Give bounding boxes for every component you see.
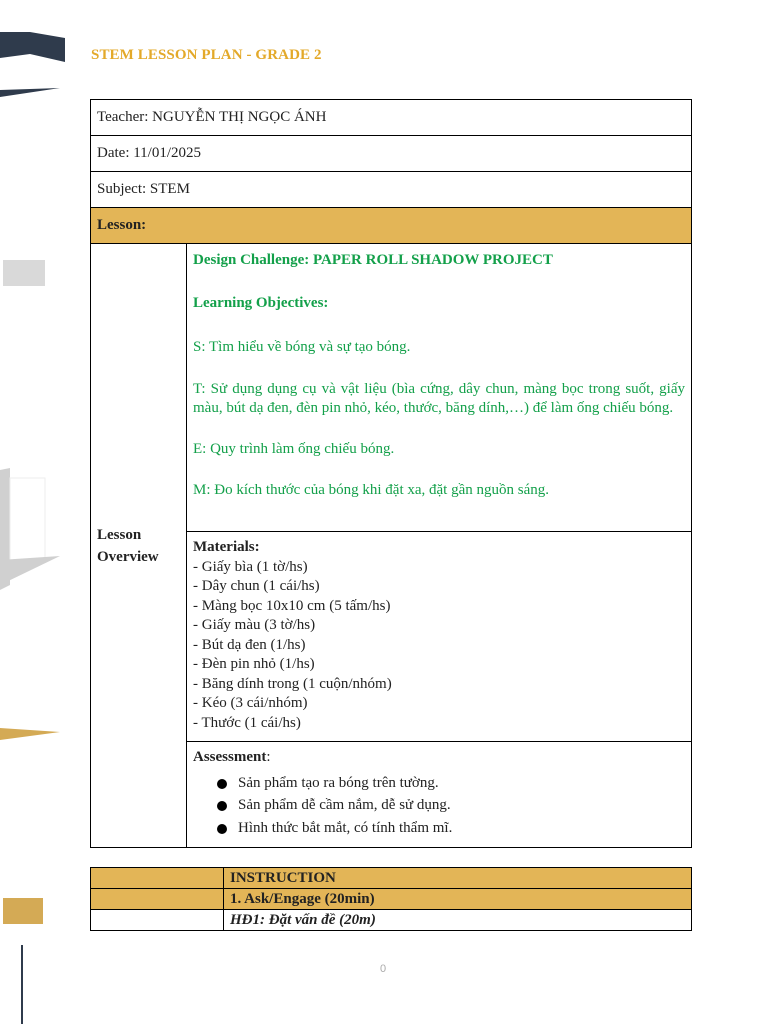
instruction-step: 1. Ask/Engage (20min) [224,889,692,910]
subject-cell: Subject: STEM [91,172,692,208]
assessment-item: Hình thức bắt mắt, có tính thẩm mĩ. [193,817,685,840]
assessment-heading [193,748,685,768]
step-empty-cell [91,889,224,910]
objective-t: T: Sử dụng dụng cụ và vật liệu (bìa cứng, dây chun, màng bọc trong suốt, giấy màu, bút dạ đen, đèn pin nhỏ, kéo, thước, băng dính,…) để làm ống chiếu bóng. [193,380,685,416]
material-item: - Giấy màu (3 tờ/hs) [193,617,316,633]
design-challenge: Design Challenge: PAPER ROLL SHADOW PROJECT [193,252,553,268]
teacher-cell: Teacher: NGUYỄN THỊ NGỌC ÁNH [91,100,692,136]
date-cell: Date: 11/01/2025 [91,136,692,172]
assessment-cell [187,742,692,848]
page-number: 0 [380,963,387,975]
assessment-colon: : [266,749,271,765]
lesson-overview-label-line1: Lesson [97,526,142,543]
lesson-cell: Lesson: [91,208,692,244]
material-item: - Đèn pin nhỏ (1/hs) [193,656,315,672]
instruction-header: INSTRUCTION [224,868,692,889]
document-title: STEM LESSON PLAN - GRADE 2 [91,47,322,63]
materials-title: Materials: [193,539,260,555]
material-item: - Kéo (3 cái/nhóm) [193,695,308,711]
objectives-title: Learning Objectives: [193,294,329,311]
lesson-overview-label [91,244,187,848]
objective-m: M: Đo kích thước của bóng khi đặt xa, đặt gần nguồn sáng. [193,482,549,498]
lesson-overview-label-line2: Overview [97,548,159,565]
instruction-table [90,867,692,931]
activity-empty-cell [91,910,224,931]
instruction-activity: HĐ1: Đặt vấn đề (20m) [224,910,692,931]
material-item: - Băng dính trong (1 cuộn/nhóm) [193,675,392,692]
assessment-item: Sản phẩm dễ cầm nắm, dễ sử dụng. [193,794,685,817]
material-item: - Giấy bìa (1 tờ/hs) [193,558,308,575]
lesson-info-table [90,99,692,848]
decorative-margin-shapes [0,0,70,1024]
material-item: - Màng bọc 10x10 cm (5 tấm/hs) [193,597,391,614]
objective-s: S: Tìm hiểu về bóng và sự tạo bóng. [193,339,411,355]
material-item: - Thước (1 cái/hs) [193,714,301,731]
objective-e: E: Quy trình làm ống chiếu bóng. [193,440,395,457]
instruction-empty-cell [91,868,224,889]
material-item: - Dây chun (1 cái/hs) [193,578,320,594]
assessment-item: Sản phẩm tạo ra bóng trên tường. [193,772,685,795]
assessment-list [193,772,685,840]
assessment-title: Assessment [193,749,267,765]
materials-cell [187,532,692,742]
material-item: - Bút dạ đen (1/hs) [193,636,306,653]
objectives-cell [187,244,692,532]
